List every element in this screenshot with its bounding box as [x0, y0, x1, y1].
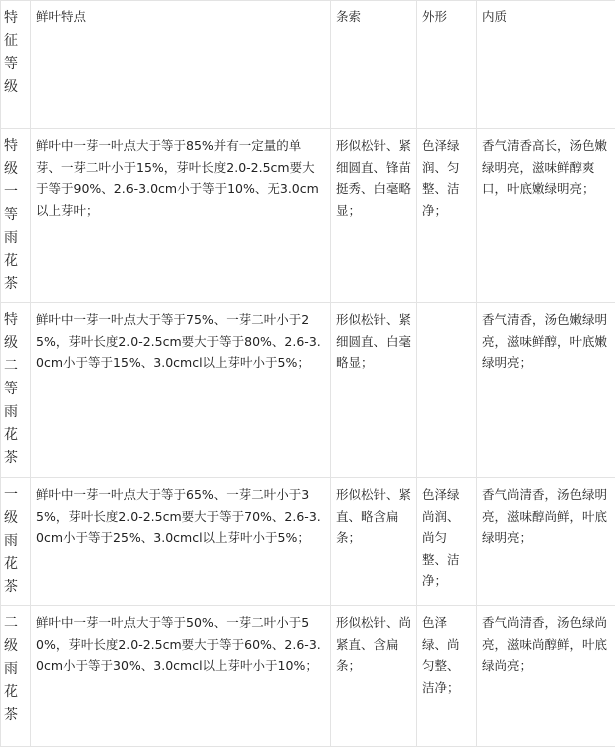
quality-cell [477, 478, 615, 606]
appearance-text: 色泽绿、尚匀整、洁净； [422, 612, 471, 698]
leaf-text: 鲜叶中一芽一叶点大于等于65%、一芽二叶小于35%，芽叶长度2.0-2.5cm要大于等于70%、2.6-3.0cm小于等于25%、3.0cmcl以上芽叶小于5%； [36, 484, 325, 549]
header-shape: 条索 [331, 1, 417, 129]
leaf-text: 鲜叶中一芽一叶点大于等于85%并有一定量的单芽、一芽二叶小于15%，芽叶长度2.0-2.5cm要大于等于90%、2.6-3.0cm小于等于10%、无3.0cm以上芽叶； [36, 135, 325, 221]
header-quality: 内质 [477, 1, 615, 129]
shape-cell [331, 606, 417, 747]
quality-cell [477, 606, 615, 747]
table-row [1, 478, 615, 606]
appearance-cell [417, 129, 477, 303]
grade-text: 特级一等雨花茶 [4, 135, 20, 296]
appearance-cell [417, 606, 477, 747]
shape-cell [331, 129, 417, 303]
quality-text: 香气清香高长，汤色嫩绿明亮，滋味鲜醇爽口，叶底嫩绿明亮； [482, 135, 610, 200]
grade-cell [1, 303, 31, 478]
quality-text: 香气尚清香，汤色绿尚亮，滋味尚醇鲜，叶底绿尚亮； [482, 612, 610, 677]
table-header-row [1, 1, 615, 129]
header-leaf: 鲜叶特点 [31, 1, 331, 129]
leaf-cell [31, 478, 331, 606]
leaf-cell [31, 303, 331, 478]
header-appearance: 外形 [417, 1, 477, 129]
leaf-cell [31, 129, 331, 303]
grade-cell [1, 129, 31, 303]
table-row [1, 303, 615, 478]
appearance-text: 色泽绿润、匀整、洁净； [422, 135, 471, 221]
appearance-cell [417, 303, 477, 478]
table-row [1, 606, 615, 747]
grade-text: 二级雨花茶 [4, 612, 20, 727]
quality-text: 香气清香，汤色嫩绿明亮，滋味鲜醇，叶底嫩绿明亮； [482, 309, 610, 374]
shape-text: 形似松针、紧细圆直、锋苗挺秀、白毫略显； [336, 135, 411, 221]
grade-cell [1, 606, 31, 747]
appearance-cell [417, 478, 477, 606]
shape-text: 形似松针、紧细圆直、白毫略显； [336, 309, 411, 374]
shape-cell [331, 478, 417, 606]
grade-text: 特级二等雨花茶 [4, 309, 20, 470]
grade-cell [1, 478, 31, 606]
quality-text: 香气尚清香，汤色绿明亮，滋味醇尚鲜，叶底绿明亮； [482, 484, 610, 549]
table-row [1, 129, 615, 303]
header-grade [1, 1, 31, 129]
shape-text: 形似松针、尚紧直、含扁条； [336, 612, 411, 677]
quality-cell [477, 303, 615, 478]
shape-text: 形似松针、紧直、略含扁条； [336, 484, 411, 549]
leaf-text: 鲜叶中一芽一叶点大于等于75%、一芽二叶小于25%，芽叶长度2.0-2.5cm要大于等于80%、2.6-3.0cm小于等于15%、3.0cmcl以上芽叶小于5%； [36, 309, 325, 374]
shape-cell [331, 303, 417, 478]
quality-cell [477, 129, 615, 303]
header-grade-text: 特征等级 [4, 7, 20, 99]
leaf-cell [31, 606, 331, 747]
grade-text: 一级雨花茶 [4, 484, 20, 599]
leaf-text: 鲜叶中一芽一叶点大于等于50%、一芽二叶小于50%，芽叶长度2.0-2.5cm要大于等于60%、2.6-3.0cm小于等于30%、3.0cmcl以上芽叶小于10%； [36, 612, 325, 677]
appearance-text: 色泽绿尚润、尚匀整、洁净； [422, 484, 471, 592]
